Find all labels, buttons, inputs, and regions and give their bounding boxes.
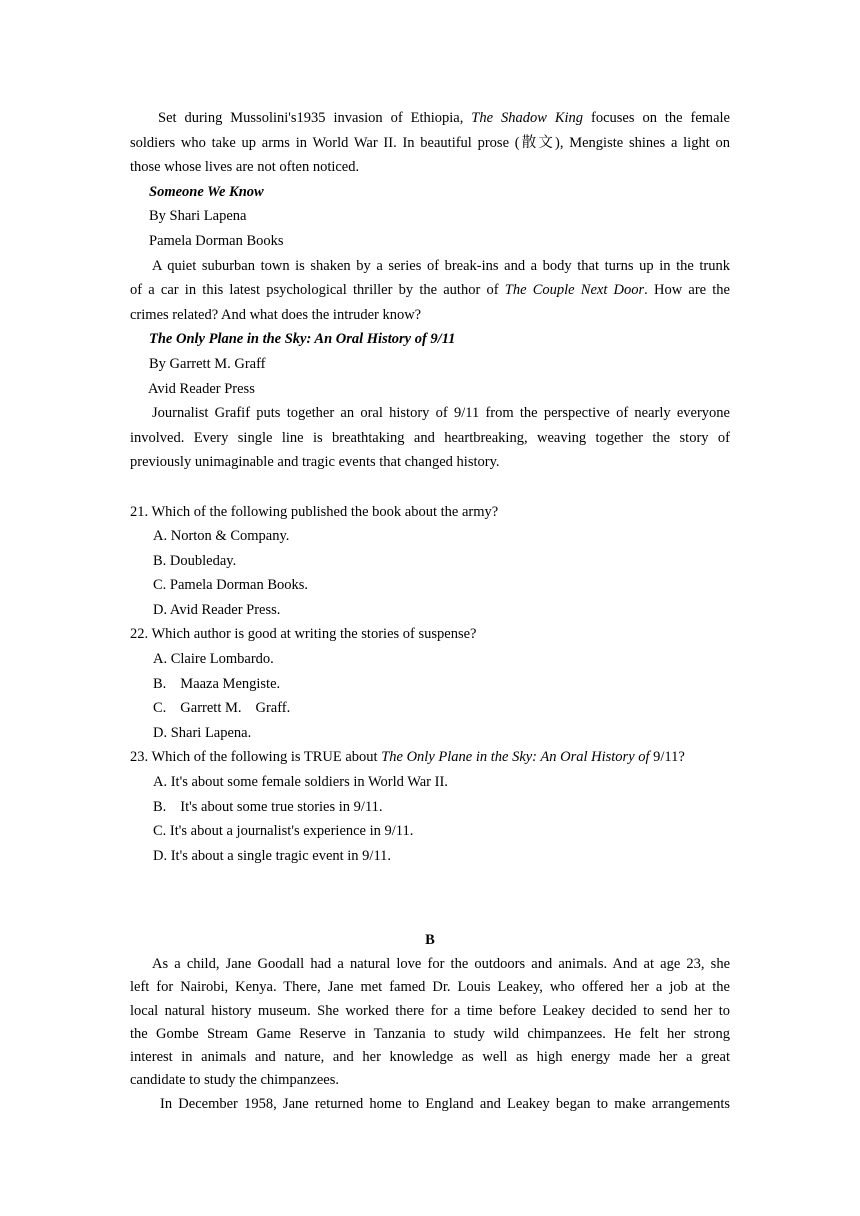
spacer bbox=[130, 868, 730, 917]
spacer bbox=[130, 475, 730, 500]
only-plane-line-3: previously unimaginable and tragic events that changed history. bbox=[130, 454, 500, 471]
question-23-stem: 23. Which of the following is TRUE about The Only Plane in the Sky: An Oral History of 9/11? bbox=[130, 749, 685, 766]
someone-we-know-line-2: of a car in this latest psychological thriller by the author of The Couple Next Door. How are the bbox=[130, 282, 730, 299]
question-21-option-a: A. Norton & Company. bbox=[153, 528, 290, 545]
passage-b-line-4: the Gombe Stream Game Reserve in Tanzania to study wild chimpanzees. He felt her strong bbox=[130, 1025, 730, 1042]
book-title-shadow-king: The Shadow King bbox=[471, 110, 584, 126]
passage-b-line-1: As a child, Jane Goodall had a natural love for the outdoors and animals. And at age 23, she bbox=[152, 956, 730, 972]
question-22-option-c: C. Garrett M. Graff. bbox=[153, 700, 291, 717]
section-heading-b: B bbox=[425, 932, 435, 949]
book-title-couple-next-door: The Couple Next Door bbox=[504, 282, 645, 299]
book-publisher: Avid Reader Press bbox=[148, 380, 255, 397]
question-23-option-d: D. It's about a single tragic event in 9/11. bbox=[153, 847, 392, 864]
question-22-option-d: D. Shari Lapena. bbox=[153, 724, 252, 741]
book-title-someone-we-know: Someone We Know bbox=[149, 183, 264, 200]
question-23-option-c: C. It's about a journalist's experience in 9/11. bbox=[153, 823, 414, 840]
only-plane-line-1: Journalist Grafif puts together an oral history of 9/11 from the perspective of nearly everyone bbox=[152, 405, 730, 422]
shadow-king-line-1: Set during Mussolini's1935 invasion of Ethiopia, The Shadow King focuses on the female bbox=[158, 110, 730, 126]
only-plane-line-2: involved. Every single line is breathtaking and heartbreaking, weaving together the story of bbox=[130, 429, 730, 446]
question-23-option-a: A. It's about some female soldiers in World War II. bbox=[153, 774, 448, 791]
passage-b-line-3: local natural history museum. She worked there for a time before Leakey decided to send her to bbox=[130, 1002, 730, 1019]
passage-b-p2-line-1: In December 1958, Jane returned home to England and Leakey began to make arrangements bbox=[160, 1095, 730, 1112]
question-21-option-b: B. Doubleday. bbox=[153, 552, 237, 569]
question-22-option-b: B. Maaza Mengiste. bbox=[153, 675, 281, 692]
someone-we-know-line-1: A quiet suburban town is shaken by a series of break-ins and a body that turns up in the trunk bbox=[152, 257, 730, 274]
book-publisher: Pamela Dorman Books bbox=[149, 232, 284, 249]
book-author: By Shari Lapena bbox=[149, 208, 247, 225]
question-21-stem: 21. Which of the following published the book about the army? bbox=[130, 503, 499, 520]
passage-b-line-6: candidate to study the chimpanzees. bbox=[130, 1072, 339, 1089]
question-21-option-d: D. Avid Reader Press. bbox=[153, 601, 281, 618]
passage-b-line-2: left for Nairobi, Kenya. There, Jane met famed Dr. Louis Leakey, who offered her a job at the bbox=[130, 979, 730, 996]
question-22-stem: 22. Which author is good at writing the stories of suspense? bbox=[130, 626, 477, 643]
question-22-option-a: A. Claire Lombardo. bbox=[153, 651, 274, 668]
book-author: By Garrett M. Graff bbox=[149, 355, 266, 372]
passage-b-line-5: interest in animals and nature, and her knowledge as well as high energy made her a great bbox=[130, 1049, 730, 1066]
book-title-only-plane-ref: The Only Plane in the Sky: An Oral History of bbox=[381, 749, 654, 766]
question-21-option-c: C. Pamela Dorman Books. bbox=[153, 577, 309, 594]
shadow-king-line-3: those whose lives are not often noticed. bbox=[130, 159, 360, 176]
shadow-king-line-2: soldiers who take up arms in World War II. In beautiful prose (散文), Mengiste shines a light on bbox=[130, 134, 730, 151]
document-page bbox=[130, 106, 730, 1116]
book-title-only-plane: The Only Plane in the Sky: An Oral History of 9/11 bbox=[149, 331, 456, 348]
someone-we-know-line-3: crimes related? And what does the intruder know? bbox=[130, 306, 422, 323]
question-23-option-b: B. It's about some true stories in 9/11. bbox=[153, 798, 383, 815]
